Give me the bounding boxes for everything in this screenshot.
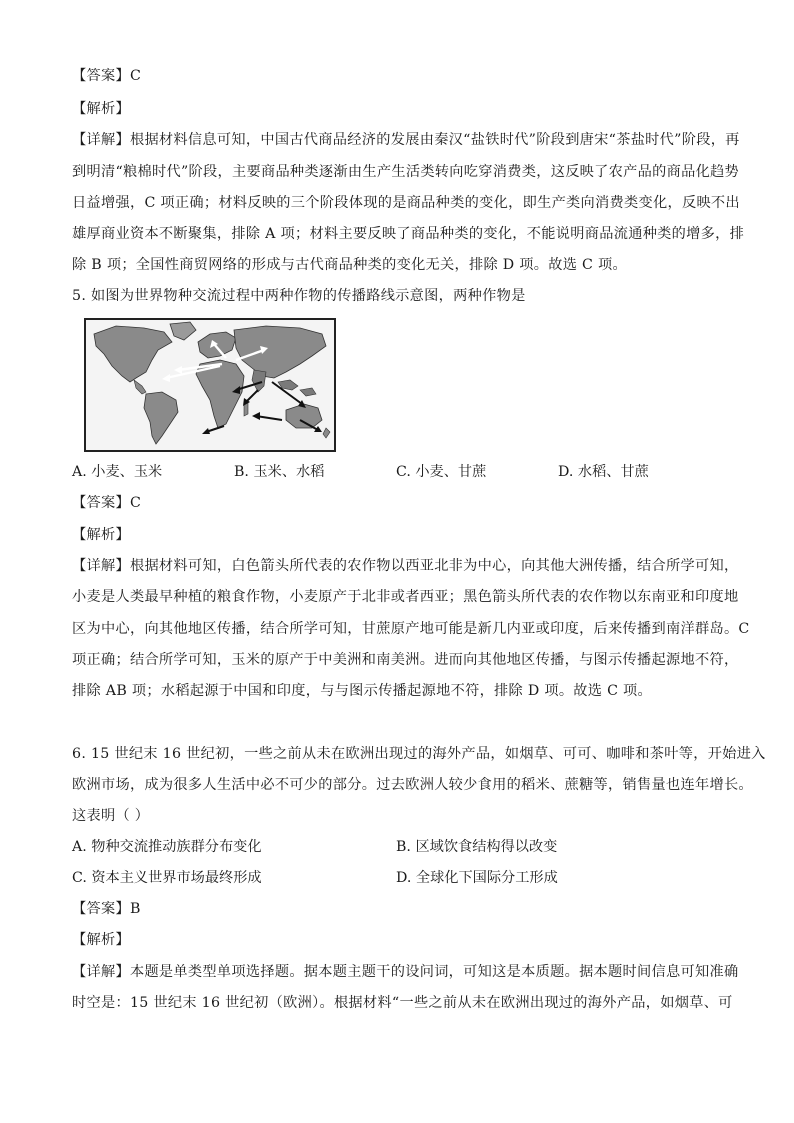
world-map-image: [86, 320, 334, 450]
q4-detail-line: 【详解】根据材料信息可知，中国古代商品经济的发展由秦汉“盐铁时代”阶段到唐宋“茶盐时代”阶段，再: [72, 132, 740, 148]
q4-analysis-label: 【解析】: [72, 101, 130, 117]
q4-detail-line: 雄厚商业资本不断聚集，排除 A 项；材料主要反映了商品种类的变化，不能说明商品流通种类的增多，排: [72, 226, 745, 242]
q6-analysis-label: 【解析】: [72, 932, 130, 948]
q6-option-c: C. 资本主义世界市场最终形成: [72, 870, 262, 886]
q5-detail-line: 小麦是人类最早种植的粮食作物，小麦原产于北非或者西亚；黑色箭头所代表的农作物以东南亚和印度地: [72, 589, 739, 605]
q5-analysis-label: 【解析】: [72, 527, 130, 543]
q5-option-d: D. 水稻、甘蔗: [558, 464, 649, 480]
q6-option-d: D. 全球化下国际分工形成: [396, 870, 558, 886]
q6-stem-line: 6. 15 世纪末 16 世纪初，一些之前从未在欧洲出现过的海外产品，如烟草、可可、咖啡和茶叶等，开始进入: [72, 746, 766, 762]
q6-stem-line: 欧洲市场，成为很多人生活中必不可少的部分。过去欧洲人较少食用的稻米、蔗糖等，销售量也连年增长。: [72, 777, 753, 793]
q5-stem: 5. 如图为世界物种交流过程中两种作物的传播路线示意图，两种作物是: [72, 288, 526, 304]
q6-detail-line: 【详解】本题是单类型单项选择题。据本题主题干的设问词，可知这是本质题。据本题时间信息可知准确: [72, 964, 739, 980]
q5-detail-line: 排除 AB 项；水稻起源于中国和印度，与与图示传播起源地不符，排除 D 项。故选 C 项。: [72, 683, 653, 699]
q4-detail-line: 除 B 项；全国性商贸网络的形成与古代商品种类的变化无关，排除 D 项。故选 C 项。: [72, 257, 627, 273]
q6-stem-line: 这表明（ ）: [72, 808, 150, 824]
q4-answer: 【答案】C: [72, 68, 142, 84]
q5-detail-line: 项正确；结合所学可知，玉米的原产于中美洲和南美洲。进而向其他地区传播，与图示传播起源地不符，: [72, 652, 739, 668]
q5-option-a: A. 小麦、玉米: [72, 464, 163, 480]
q6-detail-line: 时空是：15 世纪末 16 世纪初（欧洲）。根据材料“一些之前从未在欧洲出现过的海外产品，如烟草、可: [72, 995, 733, 1011]
q5-answer: 【答案】C: [72, 495, 142, 511]
q5-detail-line: 【详解】根据材料可知，白色箭头所代表的农作物以西亚北非为中心，向其他大洲传播，结合所学可知，: [72, 558, 739, 574]
q4-detail-line: 到明清“粮棉时代”阶段，主要商品种类逐渐由生产生活类转向吃穿消费类，这反映了农产品的商品化趋势: [72, 164, 740, 180]
q5-option-b: B. 玉米、水稻: [234, 464, 325, 480]
q5-option-c: C. 小麦、甘蔗: [396, 464, 487, 480]
world-map-figure: [84, 318, 336, 452]
q4-detail-line: 日益增强，C 项正确；材料反映的三个阶段体现的是商品种类的变化，即生产类向消费类变化，反映不出: [72, 195, 740, 211]
q6-option-a: A. 物种交流推动族群分布变化: [72, 839, 262, 855]
q5-detail-line: 区为中心，向其他地区传播，结合所学可知，甘蔗原产地可能是新几内亚或印度，后来传播到南洋群岛。C: [72, 621, 750, 637]
q6-option-b: B. 区域饮食结构得以改变: [396, 839, 558, 855]
q6-answer: 【答案】B: [72, 901, 141, 917]
